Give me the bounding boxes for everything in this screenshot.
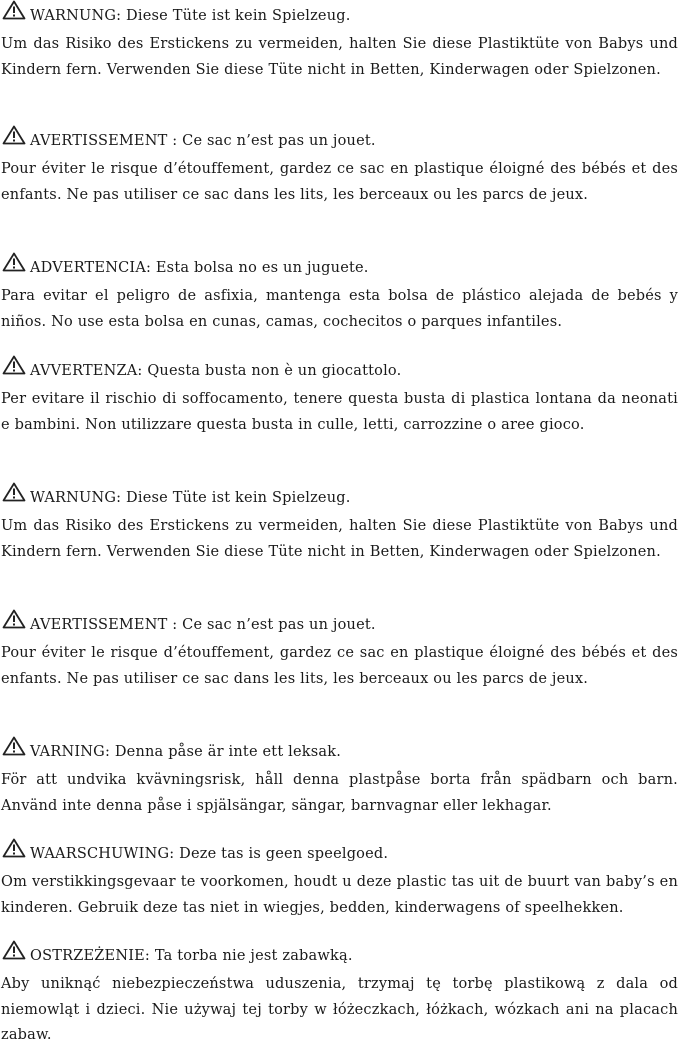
warning-triangle-icon <box>2 482 26 502</box>
warning-block-fr <box>0 125 679 208</box>
warning-triangle-icon <box>2 838 26 858</box>
warning-heading-text: WAARSCHUWING: Deze tas is geen speelgoed. <box>30 846 389 862</box>
warning-heading <box>0 355 679 381</box>
warning-heading <box>0 252 679 278</box>
warning-body-text: För att undvika kvävningsrisk, håll denna plastpåse borta från spädbarn och barn. Använd inte denna påse i spjälsängar, sängar, barnvagnar eller lekhagar. <box>1 772 678 814</box>
warning-heading <box>0 482 679 508</box>
warning-block-fr-2 <box>0 609 679 692</box>
warning-body-text: Um das Risiko des Erstickens zu vermeiden, halten Sie diese Plastiktüte von Babys und Kindern fern. Verwenden Sie diese Tüte nicht in Betten, Kinderwagen oder Spielzonen. <box>1 518 678 560</box>
warning-heading-text: WARNUNG: Diese Tüte ist kein Spielzeug. <box>30 8 351 24</box>
warning-heading-text: WARNUNG: Diese Tüte ist kein Spielzeug. <box>30 490 351 506</box>
warning-body-text: Aby uniknąć niebezpieczeństwa uduszenia, trzymaj tę torbę plastikową z dala od niemowląt i dzieci. Nie używaj tej torby w łóżeczkach, łóżkach, wózkach ani na placach zabaw. <box>1 976 678 1043</box>
warning-triangle-icon <box>2 940 26 960</box>
warning-heading-text: ADVERTENCIA: Esta bolsa no es un juguete. <box>30 260 369 276</box>
warning-heading <box>0 125 679 151</box>
warning-triangle-icon <box>2 355 26 375</box>
warning-body-text: Per evitare il rischio di soffocamento, tenere questa busta di plastica lontana da neonati e bambini. Non utilizzare questa busta in culle, letti, carrozzine o aree gioco. <box>1 391 678 433</box>
warning-body-text: Um das Risiko des Erstickens zu vermeiden, halten Sie diese Plastiktüte von Babys und Kindern fern. Verwenden Sie diese Tüte nicht in Betten, Kinderwagen oder Spielzonen. <box>1 36 678 78</box>
warning-triangle-icon <box>2 252 26 272</box>
warning-block-de-2 <box>0 482 679 565</box>
warning-triangle-icon <box>2 0 26 20</box>
warning-body-text: Om verstikkingsgevaar te voorkomen, houdt u deze plastic tas uit de buurt van baby’s en kinderen. Gebruik deze tas niet in wiegjes, bedden, kinderwagens of speelhekken. <box>1 874 678 916</box>
warning-triangle-icon <box>2 125 26 145</box>
warning-heading <box>0 940 679 966</box>
warning-block-de <box>0 0 679 83</box>
warning-block-es <box>0 252 679 335</box>
warning-block-it <box>0 355 679 438</box>
warning-heading <box>0 609 679 635</box>
warning-body-text: Pour éviter le risque d’étouffement, gardez ce sac en plastique éloigné des bébés et des enfants. Ne pas utiliser ce sac dans les lits, les berceaux ou les parcs de jeux. <box>1 645 678 687</box>
warning-heading-text: AVERTISSEMENT : Ce sac n’est pas un jouet. <box>30 617 376 633</box>
warning-heading <box>0 0 679 26</box>
warning-triangle-icon <box>2 736 26 756</box>
warning-block-nl <box>0 838 679 921</box>
warning-triangle-icon <box>2 609 26 629</box>
warning-heading-text: VARNING: Denna påse är inte ett leksak. <box>30 744 342 760</box>
warning-body-text: Pour éviter le risque d’étouffement, gardez ce sac en plastique éloigné des bébés et des enfants. Ne pas utiliser ce sac dans les lits, les berceaux ou les parcs de jeux. <box>1 161 678 203</box>
warning-heading <box>0 736 679 762</box>
warning-body-text: Para evitar el peligro de asfixia, mantenga esta bolsa de plástico alejada de bebés y niños. No use esta bolsa en cunas, camas, cochecitos o parques infantiles. <box>1 288 678 330</box>
warning-heading-text: OSTRZEŻENIE: Ta torba nie jest zabawką. <box>30 948 353 964</box>
warning-block-sv <box>0 736 679 819</box>
warning-heading <box>0 838 679 864</box>
warning-heading-text: AVERTISSEMENT : Ce sac n’est pas un jouet. <box>30 133 376 149</box>
warning-block-pl <box>0 940 679 1049</box>
warning-heading-text: AVVERTENZA: Questa busta non è un giocattolo. <box>30 363 402 379</box>
